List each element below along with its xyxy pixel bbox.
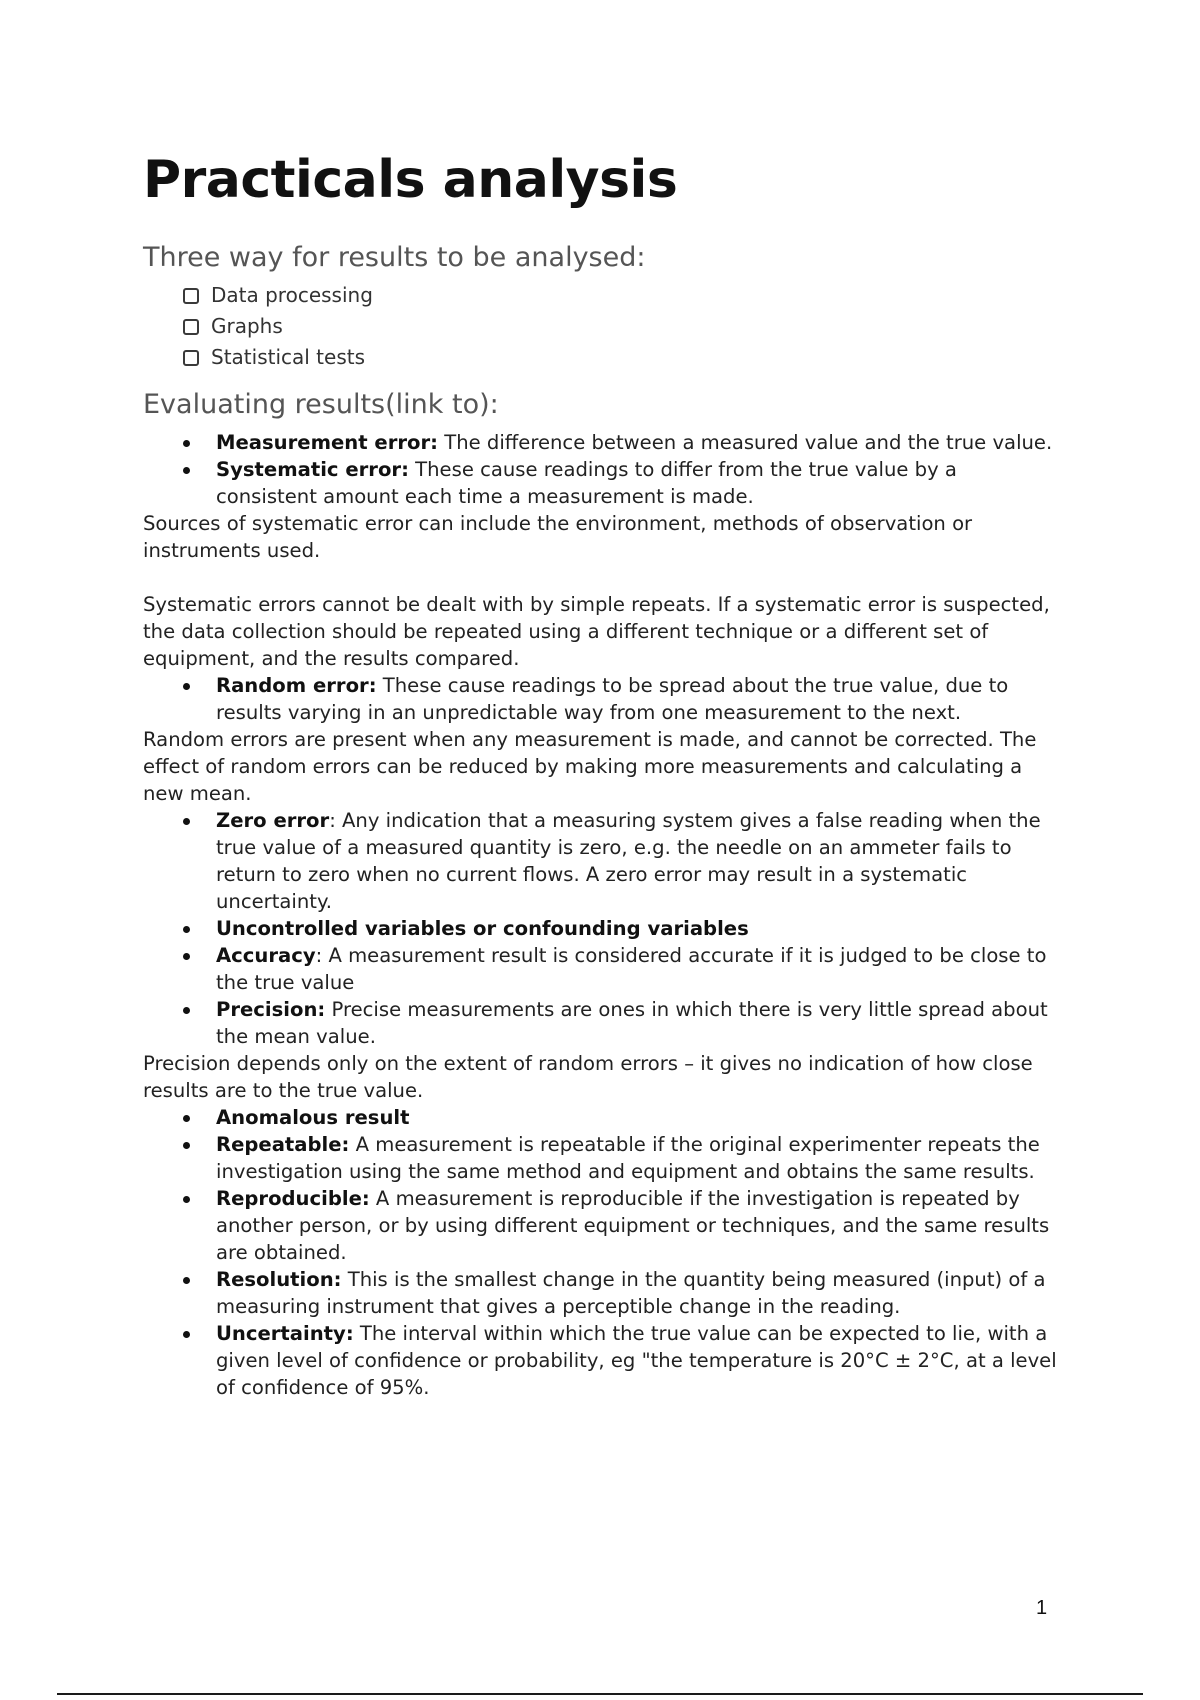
bullet-icon [183,467,190,474]
paragraph-systematic-repeats: Systematic errors cannot be dealt with by simple repeats. If a systematic error is suspected, the data collection should be repeated using a different technique or a different set of equipment, and the results compared. [143,593,1050,670]
term: Repeatable: [216,1133,350,1156]
bullet-icon [183,953,190,960]
evaluating-results-body [143,429,1063,1401]
term: Accuracy [216,944,316,967]
bullet-list [143,1104,1063,1401]
definition: This is the smallest change in the quantity being measured (input) of a measuring instrument that gives a perceptible change in the reading. [216,1268,1046,1318]
checkbox-icon[interactable] [183,319,199,335]
bullet-icon [183,440,190,447]
term: Anomalous result [216,1106,410,1129]
list-item-random-error [143,672,1063,726]
bullet-icon [183,1196,190,1203]
term: Uncontrolled variables or confounding variables [216,917,749,940]
analysis-methods-heading: Three way for results to be analysed: [143,242,646,273]
bullet-list [143,429,1063,510]
page-title: Practicals analysis [143,150,678,210]
definition: Precise measurements are ones in which there is very little spread about the mean value. [216,998,1048,1048]
checkbox-icon[interactable] [183,288,199,304]
bullet-icon [183,1142,190,1149]
definition: These cause readings to differ from the true value by a consistent amount each time a measurement is made. [216,458,957,508]
definition: : A measurement result is considered accurate if it is judged to be close to the true value [216,944,1047,994]
checklist-item[interactable] [183,311,1063,342]
term: Uncertainty: [216,1322,354,1345]
page-number: 1 [1036,1597,1048,1619]
checklist-item-label: Statistical tests [211,345,366,369]
definition: A measurement is repeatable if the original experimenter repeats the investigation using the same method and equipment and obtains the same results. [216,1133,1040,1183]
paragraph-precision: Precision depends only on the extent of random errors – it gives no indication of how close results are to the true value. [143,1052,1033,1102]
analysis-methods-checklist [143,280,1063,373]
checklist-item-label: Graphs [211,314,283,338]
bullet-list [143,807,1063,1050]
page-content [143,150,1063,1401]
term: Systematic error: [216,458,409,481]
term: Resolution: [216,1268,342,1291]
list-item-systematic-error [143,456,1063,510]
list-item-resolution [143,1266,1063,1320]
bullet-icon [183,1277,190,1284]
bullet-icon [183,683,190,690]
definition: A measurement is reproducible if the investigation is repeated by another person, or by using different equipment or techniques, and the same results are obtained. [216,1187,1050,1264]
term: Random error: [216,674,377,697]
list-item-precision [143,996,1063,1050]
list-item-zero-error [143,807,1063,915]
term: Precision: [216,998,326,1021]
term: Measurement error: [216,431,438,454]
list-item-uncontrolled-variables [143,915,1063,942]
paragraph-random-errors: Random errors are present when any measurement is made, and cannot be corrected. The effect of random errors can be reduced by making more measurements and calculating a new mean. [143,728,1037,805]
checklist-item[interactable] [183,342,1063,373]
definition: : Any indication that a measuring system gives a false reading when the true value of a measured quantity is zero, e.g. the needle on an ammeter fails to return to zero when no current flows. A zero error may result in a systematic uncertainty. [216,809,1041,913]
evaluating-results-heading: Evaluating results(link to): [143,389,499,420]
bullet-icon [183,818,190,825]
list-item-repeatable [143,1131,1063,1185]
definition: The interval within which the true value can be expected to lie, with a given level of confidence or probability, eg "the temperature is 20°C ± 2°C, at a level of confidence of 95%. [216,1322,1057,1399]
bullet-icon [183,1331,190,1338]
term: Zero error [216,809,330,832]
checklist-item-label: Data processing [211,283,373,307]
definition: The difference between a measured value and the true value. [438,431,1053,454]
definition: These cause readings to be spread about the true value, due to results varying in an unpredictable way from one measurement to the next. [216,674,1009,724]
checklist-item[interactable] [183,280,1063,311]
bullet-icon [183,926,190,933]
list-item-accuracy [143,942,1063,996]
list-item-uncertainty [143,1320,1063,1401]
list-item-measurement-error [143,429,1063,456]
list-item-anomalous-result [143,1104,1063,1131]
list-item-reproducible [143,1185,1063,1266]
bullet-icon [183,1115,190,1122]
bullet-list [143,672,1063,726]
term: Reproducible: [216,1187,370,1210]
page-bottom-divider [57,1693,1143,1695]
checkbox-icon[interactable] [183,350,199,366]
paragraph-systematic-sources: Sources of systematic error can include the environment, methods of observation or instruments used. [143,512,973,562]
bullet-icon [183,1007,190,1014]
